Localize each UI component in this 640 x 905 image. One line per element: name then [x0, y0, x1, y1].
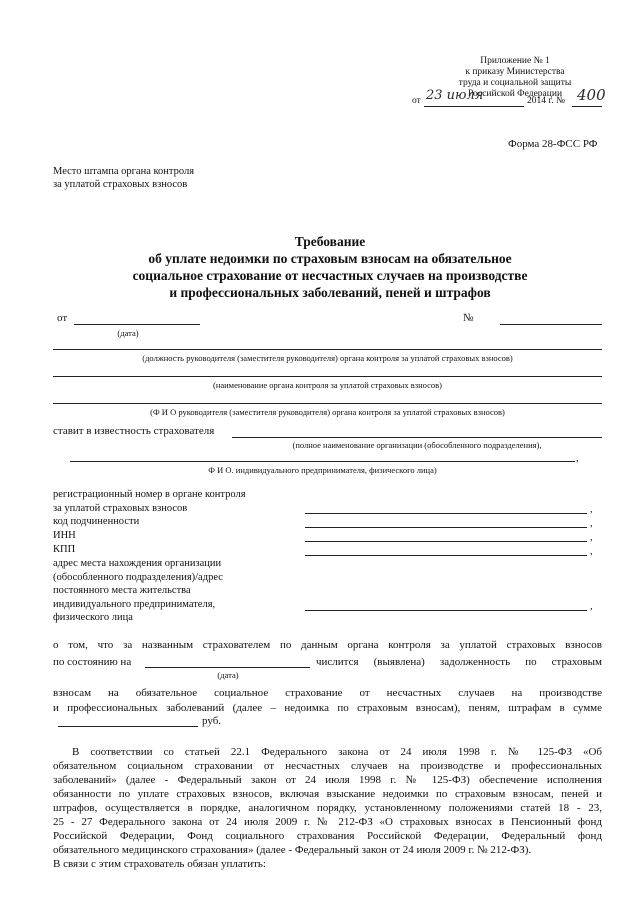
entrepreneur-line [70, 461, 575, 462]
org-name-line [232, 437, 602, 438]
document-title [80, 233, 580, 301]
field-suffix: , [590, 532, 593, 543]
field-line-subordination [305, 527, 587, 528]
field-suffix: , [590, 518, 593, 529]
title-line: и профессиональных заболеваний, пеней и штрафов [169, 285, 491, 300]
order-number-line [572, 106, 602, 107]
title-line: об уплате недоимки по страховым взносам на обязательное [148, 251, 512, 266]
paragraph-line: В соответствии со статьей 22.1 Федерального закона от 24 июля 1998 г. № 125-ФЗ «Об [72, 746, 602, 758]
number-line [500, 324, 602, 325]
field-line-inn [305, 541, 587, 542]
paragraph-line: обязанности по уплате страховых взносов, включая взыскание недоимки по страховым взносам, пеней и [53, 788, 602, 800]
entrepreneur-comma: , [576, 452, 579, 464]
order-date-line [424, 106, 524, 107]
field-line-address [305, 610, 587, 611]
head-position-caption: (должность руководителя (заместителя руководителя) органа контроля за уплатой страховых взносов) [142, 353, 513, 363]
org-name-caption: (полное наименование организации (обособленного подразделения), [292, 440, 542, 450]
field-label-registration: регистрационный номер в органе контроля за уплатой страховых взносов [53, 489, 246, 514]
body-name-line [53, 376, 602, 377]
entrepreneur-caption: Ф И О. индивидуального предпринимателя, физического лица) [208, 465, 437, 475]
appendix-line: Приложение № 1 [480, 56, 550, 66]
number-sign: № [463, 312, 474, 324]
order-prefix: от [412, 96, 421, 106]
debt-date-caption: (дата) [217, 670, 239, 680]
appendix-line: труда и социальной защиты [458, 78, 572, 88]
order-date-handwritten: 23 июля [426, 88, 484, 103]
head-fio-line [53, 403, 602, 404]
field-label-subordination: код подчиненности [53, 516, 140, 527]
field-label-inn: ИНН [53, 530, 76, 541]
paragraph-line: обязательного медицинского страхования» (далее - Федеральный закон от 24 июля 2009 г. № 212-ФЗ). [53, 844, 532, 856]
debt-line-3: взносам на обязательное социальное страхование от несчастных случаев на производстве [53, 687, 602, 699]
date-from-label: от [57, 312, 68, 324]
appendix-line: к приказу Министерства [465, 67, 565, 77]
paragraph-line: Российской Федерации, Фонд социального страхования Российской Федерации, Федеральный фонд [53, 830, 602, 842]
debt-line-1: о том, что за названным страхователем по данным органа контроля за уплатой страховых взносов [53, 639, 602, 651]
head-fio-caption: (Ф И О руководителя (заместителя руководителя) органа контроля за уплатой страховых взносов) [150, 407, 505, 417]
notify-label: ставит в известность страхователя [53, 425, 215, 437]
debt-line-2-suffix: числится (выявлена) задолженность по страховым [316, 656, 602, 668]
debt-line-4: и профессиональных заболеваний (далее – недоимка по страховым взносам), пеням, штрафам в сумме [53, 702, 602, 714]
paragraph-line: штрафов, осуществляется в порядке, аналогичном порядку, установленному положениями статей 18 - 23, [53, 802, 602, 814]
field-suffix: , [590, 504, 593, 515]
field-suffix: , [590, 546, 593, 557]
date-caption: (дата) [117, 328, 139, 338]
title-line: Требование [294, 234, 366, 249]
body-name-caption: (наименование органа контроля за уплатой страховых взносов) [212, 380, 443, 390]
stamp-line: Место штампа органа контроля [53, 166, 195, 177]
paragraph-line: заболеваний» (далее - Федеральный закон от 24 июля 1998 г. № 125-ФЗ) обеспечение исполнения [53, 774, 602, 786]
field-label-kpp: КПП [53, 544, 76, 555]
order-number-handwritten: 400 [577, 86, 606, 104]
paragraph-line: 25 - 27 Федерального закона от 24 июля 2009 г. № 212-ФЗ «О страховых взносах в Пенсионный фонд [53, 816, 602, 828]
closing-line: В связи с этим страхователь обязан уплатить: [53, 858, 266, 870]
field-suffix: , [590, 601, 593, 612]
order-year: 2014 г. № [527, 96, 566, 106]
form-id: Форма 28-ФСС РФ [508, 138, 598, 150]
debt-line-2-prefix: по состоянию на [53, 656, 132, 668]
field-label-address: адрес места нахождения организации (обособленного подразделения)/адрес постоянного места жительства индивидуального предпринимателя, физического лица [53, 558, 223, 623]
appendix-line: Российской Федерации [467, 89, 563, 99]
stamp-line: за уплатой страховых взносов [53, 179, 188, 190]
debt-amount-line [58, 726, 198, 727]
order-reference [412, 96, 421, 106]
field-line-registration [305, 513, 587, 514]
debt-currency: руб. [202, 715, 222, 727]
debt-date-line [145, 667, 310, 668]
date-line [74, 324, 200, 325]
field-line-kpp [305, 555, 587, 556]
paragraph-line: обязательном социальном страховании от несчастных случаев на производстве и профессиональных [53, 760, 602, 772]
head-position-line [53, 349, 602, 350]
title-line: социальное страхование от несчастных случаев на производстве [132, 268, 528, 283]
stamp-place [53, 165, 194, 191]
